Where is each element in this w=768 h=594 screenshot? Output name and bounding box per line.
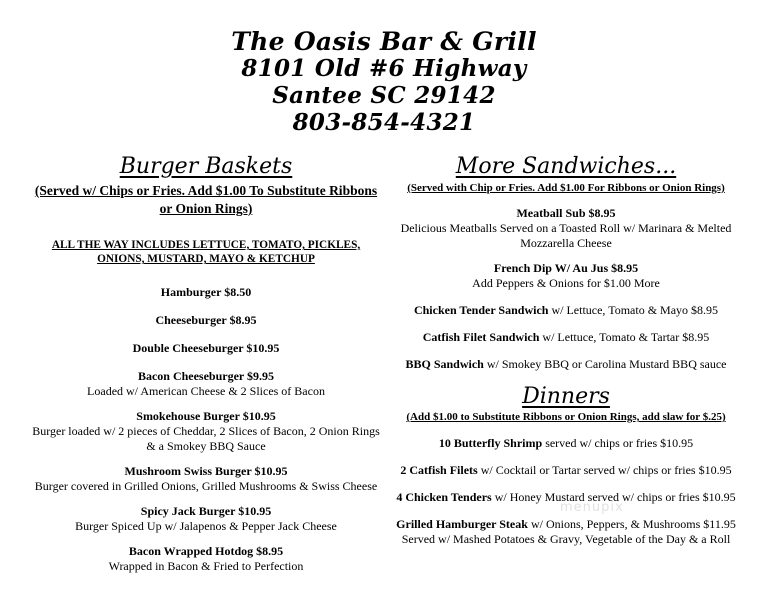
item-description: w/ Smokey BBQ or Carolina Mustard BBQ sauce <box>483 357 727 371</box>
item-name: French Dip W/ Au Jus $8.95 <box>493 261 639 275</box>
item-name: Meatball Sub $8.95 <box>516 206 616 220</box>
menu-item <box>30 544 382 574</box>
item-description: Add Peppers & Onions for $1.00 More <box>472 276 660 290</box>
item-name: Catfish Filet Sandwich <box>422 330 540 344</box>
item-name: Grilled Hamburger Steak <box>396 517 528 531</box>
sandwiches-note: (Served with Chip or Fries. Add $1.00 For Ribbons or Onion Rings) <box>407 182 725 194</box>
menu-item <box>390 206 742 251</box>
menu-item <box>390 463 742 478</box>
menu-item <box>390 303 742 318</box>
restaurant-header <box>0 28 768 136</box>
all-the-way-note: ALL THE WAY INCLUDES LETTUCE, TOMATO, PICKLES, ONIONS, MUSTARD, MAYO & KETCHUP <box>51 239 361 265</box>
item-name: Hamburger $8.50 <box>160 285 252 299</box>
item-description: Burger loaded w/ 2 pieces of Cheddar, 2 Slices of Bacon, 2 Onion Rings & a Smokey BBQ Sauce <box>32 424 380 453</box>
restaurant-name: The Oasis Bar & Grill <box>231 27 537 56</box>
item-name: Chicken Tender Sandwich <box>413 303 549 317</box>
menu-item <box>390 517 742 547</box>
item-name: Bacon Wrapped Hotdog $8.95 <box>128 544 284 558</box>
item-description: w/ Lettuce, Tomato & Tartar $8.95 <box>539 330 710 344</box>
sandwiches-dinners-column <box>390 154 742 547</box>
dinners-title: Dinners <box>522 384 610 409</box>
item-description: w/ Honey Mustard served w/ chips or fries $10.95 <box>491 490 736 504</box>
section-title: Burger Baskets <box>119 154 293 179</box>
menu-item <box>30 341 382 356</box>
item-description: served w/ chips or fries $10.95 <box>542 436 694 450</box>
item-name: Cheeseburger $8.95 <box>155 313 257 327</box>
item-name: Spicy Jack Burger $10.95 <box>140 504 272 518</box>
menu-item <box>390 357 742 372</box>
menu-item <box>390 436 742 451</box>
restaurant-city: Santee SC 29142 <box>272 82 496 109</box>
item-name: Mushroom Swiss Burger $10.95 <box>124 464 288 478</box>
menu-item <box>30 313 382 328</box>
sandwiches-title: More Sandwiches... <box>455 154 677 179</box>
item-description: Served w/ Mashed Potatoes & Gravy, Vegetable of the Day & a Roll <box>401 532 731 546</box>
item-description: Wrapped in Bacon & Fried to Perfection <box>108 559 304 573</box>
item-name: 4 Chicken Tenders <box>396 490 492 504</box>
item-description: Burger covered in Grilled Onions, Grilled Mushrooms & Swiss Cheese <box>34 479 378 493</box>
menu-item <box>30 504 382 534</box>
menu-item <box>30 369 382 399</box>
item-name: BBQ Sandwich <box>405 357 484 371</box>
menu-item <box>30 409 382 454</box>
item-name: Bacon Cheeseburger $9.95 <box>137 369 275 383</box>
menu-item <box>390 330 742 345</box>
dinners-note: (Add $1.00 to Substitute Ribbons or Onion Rings, add slaw for $.25) <box>406 411 726 423</box>
item-description: w/ Lettuce, Tomato & Mayo $8.95 <box>548 303 719 317</box>
watermark: menupix <box>560 500 624 515</box>
menu-item <box>30 285 382 300</box>
item-name: Smokehouse Burger $10.95 <box>136 409 276 423</box>
item-description: w/ Cocktail or Tartar served w/ chips or fries $10.95 <box>477 463 732 477</box>
item-description: Delicious Meatballs Served on a Toasted Roll w/ Marinara & Melted Mozzarella Cheese <box>400 221 732 250</box>
item-description: w/ Onions, Peppers, & Mushrooms $11.95 <box>527 517 736 531</box>
item-name: Double Cheeseburger $10.95 <box>132 341 280 355</box>
menu-item <box>390 261 742 291</box>
restaurant-address: 8101 Old #6 Highway <box>241 55 527 82</box>
section-note: (Served w/ Chips or Fries. Add $1.00 To Substitute Ribbons or Onion Rings) <box>34 183 378 216</box>
item-description: Burger Spiced Up w/ Jalapenos & Pepper Jack Cheese <box>75 519 337 533</box>
item-description: Loaded w/ American Cheese & 2 Slices of Bacon <box>87 384 325 398</box>
item-name: 2 Catfish Filets <box>400 463 478 477</box>
restaurant-phone: 803-854-4321 <box>292 109 476 136</box>
burger-baskets-section <box>30 154 382 574</box>
menu-item <box>30 464 382 494</box>
item-name: 10 Butterfly Shrimp <box>438 436 543 450</box>
